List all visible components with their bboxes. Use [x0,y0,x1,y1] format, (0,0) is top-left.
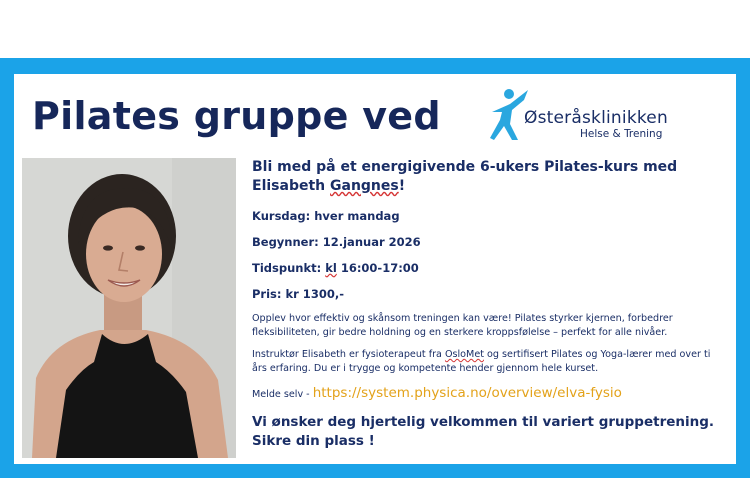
description-paragraph: Opplev hvor effektiv og skånsom treningen kan være! Pilates styrker kjernen, forbedrer fleksibiliteten, gir bedre holdning og en sterkere kroppsfølelse – perfekt for alle nivåer. [252,313,673,338]
instructor-photo [22,158,236,458]
intro-line-2-suffix: ! [398,178,406,194]
time-label: Tidspunkt: [252,261,326,275]
welcome-line-2: Sikre din plass ! [252,433,375,449]
signup-row [252,385,622,401]
instructor-paragraph-suffix: og sertifisert Pilates og Yoga-lærer med over ti års erfaring. Du er i trygge og kompetente hender gjennom hele kurset. [252,349,711,374]
oslomet-text: OsloMet [444,349,484,360]
intro-line-2-prefix: Elisabeth [252,178,330,194]
time-kl: kl [325,261,337,275]
welcome-text [252,413,722,451]
instructor-surname: Gangnes [330,178,399,194]
start-date: Begynner: 12.januar 2026 [252,235,421,249]
instructor-paragraph [252,348,722,375]
clinic-logo-subtitle: Helse & Trening [580,128,663,140]
instructor-paragraph-prefix: Instruktør Elisabeth er fysioterapeut fra [252,349,445,360]
time-slot [252,261,419,275]
signup-link[interactable]: https://system.physica.no/overview/elva-fysio [312,385,622,401]
dancing-figure-icon [490,89,528,140]
course-day: Kursdag: hver mandag [252,209,400,223]
course-intro [252,158,722,196]
clinic-logo-name: Østeråsklinikken [524,108,668,128]
welcome-line-1: Vi ønsker deg hjertelig velkommen til variert gruppetrening. [252,414,715,430]
signup-label: Melde selv - [252,389,313,400]
intro-text [252,158,722,196]
page-title: Pilates gruppe ved [32,94,441,138]
time-value: 16:00-17:00 [336,261,419,275]
price: Pris: kr 1300,- [252,287,344,301]
intro-line-1: Bli med på et energigivende 6-ukers Pilates-kurs med [252,159,678,175]
